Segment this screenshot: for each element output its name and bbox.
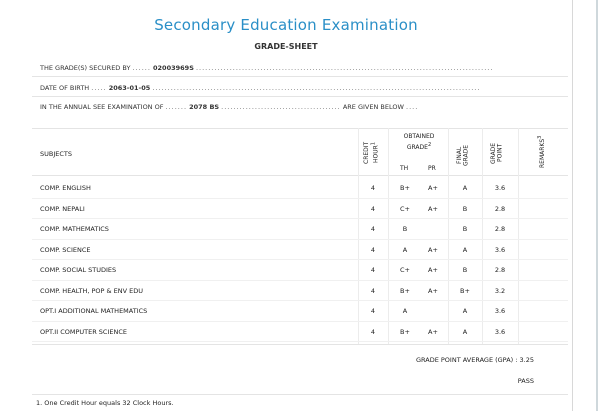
cell-th: B+: [400, 327, 410, 336]
cell-credit: 4: [370, 327, 376, 336]
cell-gp: 3.6: [494, 184, 506, 192]
cell-credit: 4: [370, 266, 376, 274]
credit-sup: 1: [370, 142, 377, 146]
divider: [32, 76, 568, 77]
final-line1: FINAL: [456, 146, 463, 164]
cell-final: A: [462, 327, 468, 336]
cell-pr: A+: [428, 204, 438, 213]
cell-final: B: [462, 204, 468, 213]
dob-label: DATE OF BIRTH: [40, 84, 90, 92]
cell-gp: 2.8: [494, 225, 506, 233]
dots: ......: [132, 64, 151, 72]
remarks-label: REMARKS: [539, 139, 546, 169]
credit-line2: HOUR: [372, 145, 380, 164]
symbol-number: 02003969S: [153, 64, 194, 72]
subject-name: COMP. SCIENCE: [40, 245, 91, 254]
cell-final: B: [462, 266, 468, 274]
table-row: [32, 260, 568, 280]
cell-th: C+: [400, 204, 410, 213]
obtained-sup: 2: [427, 142, 432, 148]
dots: .................................................................................................: [195, 64, 494, 72]
subject-name: COMP. SOCIAL STUDIES: [40, 266, 117, 274]
dots: .......................................: [221, 103, 341, 111]
cell-th: A: [402, 245, 408, 254]
cell-th: B+: [400, 286, 410, 295]
cell-credit: 4: [370, 204, 376, 213]
cell-th: A: [402, 307, 408, 315]
col-remarks-header: [537, 132, 547, 172]
final-line2: GRADE: [462, 144, 470, 166]
cell-gp: 3.6: [494, 307, 506, 315]
table-header-border: [32, 175, 568, 176]
dob-value: 2063-01-05: [108, 84, 151, 92]
subject-name: COMP. MATHEMATICS: [40, 225, 109, 233]
table-row: [32, 281, 568, 301]
given-below-label: ARE GIVEN BELOW: [342, 103, 404, 111]
table-top-border: [32, 128, 568, 129]
cell-final: A: [462, 307, 468, 315]
col-obtained-header: [398, 132, 440, 152]
cell-th: B+: [400, 184, 410, 192]
credit-line1: CREDIT: [363, 141, 370, 165]
cell-final: B+: [460, 286, 470, 295]
cell-th: B: [402, 225, 408, 233]
cell-credit: 4: [370, 286, 376, 295]
dots: .......: [165, 103, 188, 111]
table-row: [32, 178, 568, 198]
cell-credit: 4: [370, 225, 376, 233]
table-row: [32, 301, 568, 321]
cell-pr: A+: [428, 286, 438, 295]
obtained-line1: OBTAINED: [403, 133, 435, 140]
subject-name: OPT.I ADDITIONAL MATHEMATICS: [40, 307, 148, 315]
dots: .....: [91, 84, 107, 92]
subject-name: COMP. NEPALI: [40, 204, 85, 213]
sheet-subtitle: GRADE-SHEET: [254, 42, 318, 51]
gpa-value: 3.25: [519, 356, 534, 364]
scrollbar[interactable]: [596, 0, 598, 411]
col-subjects-header: SUBJECTS: [40, 150, 73, 158]
exam-label: IN THE ANNUAL SEE EXAMINATION OF: [40, 103, 164, 111]
cell-th: C+: [400, 266, 410, 274]
table-row: [32, 322, 568, 342]
col-th-header: TH: [400, 165, 409, 172]
gpa-label: GRADE POINT AVERAGE (GPA) :: [415, 356, 518, 364]
cell-pr: A+: [428, 327, 438, 336]
exam-title: Secondary Education Examination: [154, 16, 418, 34]
footer-divider: [32, 394, 568, 395]
cell-final: A: [462, 245, 468, 254]
gpa-line: [416, 356, 534, 364]
col-final-header: [457, 142, 470, 168]
cell-gp: 3.6: [494, 327, 506, 336]
result-status: PASS: [517, 377, 534, 385]
dots: ...........................................................................................................: [152, 84, 481, 92]
dob-line: [40, 84, 480, 92]
cell-gp: 2.8: [494, 266, 506, 274]
cell-gp: 3.2: [494, 286, 506, 295]
subject-name: OPT.II COMPUTER SCIENCE: [40, 327, 127, 336]
gp-line2: POINT: [496, 143, 504, 163]
cell-gp: 2.8: [494, 204, 506, 213]
subject-name: COMP. ENGLISH: [40, 184, 91, 192]
dots: ....: [406, 103, 419, 111]
col-pr-header: PR: [428, 165, 436, 172]
grade-secured-line: [40, 64, 493, 72]
cell-pr: A+: [428, 184, 438, 192]
cell-credit: 4: [370, 184, 376, 192]
table-row: [32, 240, 568, 260]
table-row: [32, 219, 568, 239]
row-divider: [32, 341, 568, 342]
table-row: [32, 199, 568, 219]
table-bottom-border: [32, 344, 568, 345]
cell-credit: 4: [370, 307, 376, 315]
cell-pr: A+: [428, 245, 438, 254]
subject-name: COMP. HEALTH, POP & ENV EDU: [40, 286, 143, 295]
footnote: 1. One Credit Hour equals 32 Clock Hours.: [36, 399, 174, 407]
gp-line1: GRADE: [490, 142, 497, 164]
cell-final: B: [462, 225, 468, 233]
divider: [32, 96, 568, 97]
exam-year: 2078 BS: [189, 103, 220, 111]
cell-credit: 4: [370, 245, 376, 254]
obtained-line2: GRADE: [406, 144, 428, 151]
grade-secured-label: THE GRADE(S) SECURED BY: [40, 64, 131, 72]
cell-pr: A+: [428, 266, 438, 274]
cell-final: A: [462, 184, 468, 192]
remarks-sup: 3: [537, 135, 543, 140]
col-gp-header: [491, 138, 504, 168]
col-credit-header: [364, 138, 380, 168]
exam-line: [40, 103, 418, 111]
cell-gp: 3.6: [494, 245, 506, 254]
